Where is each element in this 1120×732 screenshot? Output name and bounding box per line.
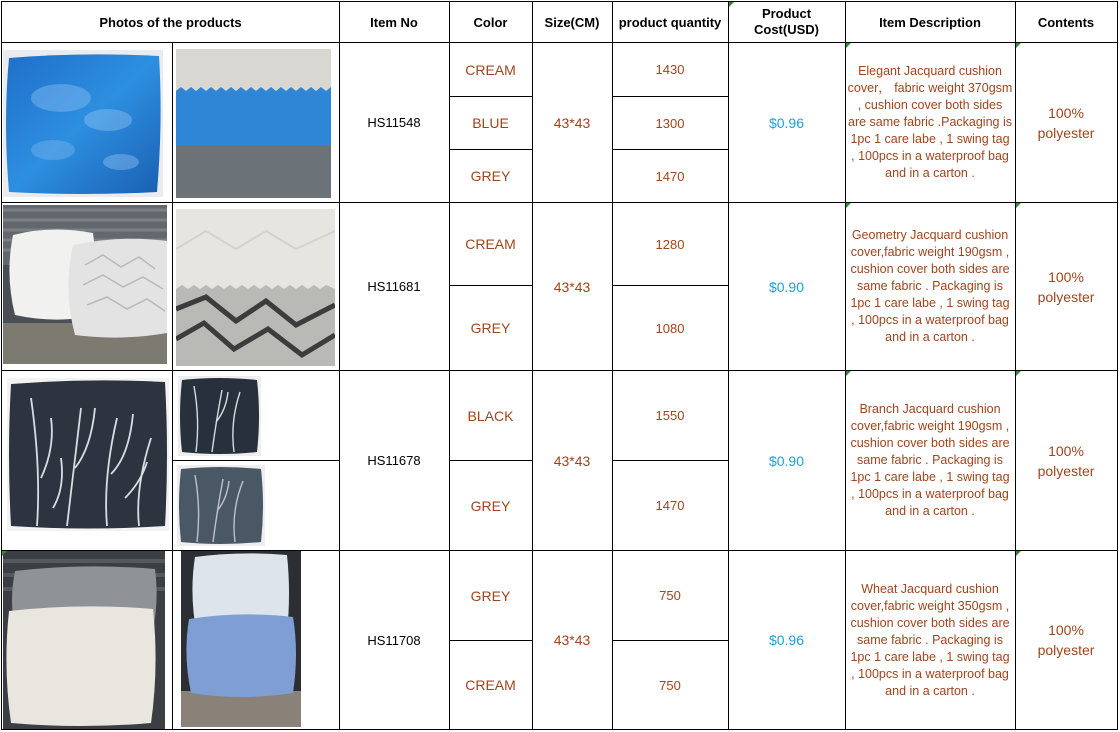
cell-marker [729,2,734,7]
color-cell: GREY [470,587,511,604]
cost-cell: $0.96 [768,114,805,131]
grid-line [449,149,532,150]
grid-line [612,640,728,641]
grid-line [612,149,728,150]
grid-line [1,42,1118,43]
cell-marker [846,371,851,376]
product-photo-hs11708-set [181,551,301,727]
grid-line [1,1,2,730]
size-cell: 43*43 [553,452,591,469]
cost-cell: $0.96 [768,632,805,648]
grid-line [1117,1,1118,730]
grid-line [449,460,532,461]
grid-line [1,729,1118,730]
grid-line [728,1,729,730]
header-photos: Photos of the products [99,14,242,30]
cost-cell: $0.90 [768,452,805,469]
cost-cell: $0.90 [768,278,805,295]
description-cell: Elegant Jacquard cushion cover， fabric weight 370gsm , cushion cover both sides are same fabric .Packaging is 1pc 1 care labe , 1 swing tag , 100pcs in a waterproof bag and in a carton . [847,64,1013,180]
quantity-cell: 1080 [655,320,685,336]
grid-line [449,1,450,730]
quantity-cell: 1430 [655,62,685,77]
item-no-hs11678: HS11678 [367,453,421,468]
color-cell: BLUE [472,115,509,131]
grid-line [1,202,1118,203]
product-photo-hs11681-cushions [3,205,167,364]
grid-line [612,1,613,730]
size-cell: 43*43 [553,278,591,295]
grid-line [339,1,340,730]
fabric-swatch-hs11678-black [178,376,261,456]
grid-line [1,550,1118,551]
fabric-swatch-hs11678-grey [177,465,265,546]
color-cell: CREAM [465,677,516,693]
grid-line [612,285,728,286]
grid-line [172,460,339,461]
header-quantity: product quantity [618,14,722,30]
color-cell: CREAM [465,61,516,78]
header-item-no: Item No [370,14,418,30]
description-cell: Geometry Jacquard cushion cover,fabric weight 190gsm , cushion cover both sides are same fabric . Packaging is 1pc 1 care labe , 1 swing tag , 100pcs in a waterproof bag and in a carton . [850,228,1010,344]
product-photo-hs11678-cushion [7,378,169,531]
size-cell: 43*43 [553,114,591,131]
cell-marker [1016,551,1021,556]
quantity-cell: 1550 [655,408,685,423]
grid-line [449,285,532,286]
grid-line [532,1,533,730]
color-cell: GREY [470,320,511,336]
grid-line [172,43,173,729]
size-cell: 43*43 [553,632,591,648]
color-cell: CREAM [465,236,516,252]
header-contents: Contents [1037,14,1095,30]
cell-marker [846,203,851,208]
quantity-cell: 1470 [655,168,685,184]
cell-marker [1016,43,1021,48]
cell-marker [2,551,7,556]
contents-cell: 100% polyester [1037,622,1095,658]
cell-marker [1016,371,1021,376]
quantity-cell: 1280 [655,236,685,252]
header-color: Color [473,14,508,30]
grid-line [1,370,1118,371]
description-cell: Wheat Jacquard cushion cover,fabric weight 350gsm , cushion cover both sides are same fabric . Packaging is 1pc 1 care labe , 1 swing tag , 100pcs in a waterproof bag and in a carton . [850,581,1010,698]
item-no-hs11708: HS11708 [367,632,421,648]
cell-marker [1016,203,1021,208]
quantity-cell: 750 [659,588,681,603]
grid-line [612,96,728,97]
fabric-swatch-hs11681 [176,209,335,366]
cell-marker [846,43,851,48]
grid-line [1,1,1118,2]
contents-cell: 100% polyester [1037,442,1095,479]
product-photo-hs11708-cushions [3,551,165,729]
header-cost: Product Cost(USD) [754,6,819,37]
contents-cell: 100% polyester [1037,104,1095,141]
color-cell: GREY [470,497,511,514]
quantity-cell: 1300 [655,115,685,131]
item-no-hs11548: HS11548 [367,115,421,130]
header-description: Item Description [879,14,981,30]
header-size: Size(CM) [544,14,600,30]
item-no-hs11681: HS11681 [367,279,421,294]
color-cell: BLACK [467,407,514,424]
contents-cell: 100% polyester [1037,268,1095,305]
quantity-cell: 750 [659,677,681,693]
fabric-swatch-hs11548 [176,49,331,198]
quantity-cell: 1470 [655,498,685,513]
grid-line [449,640,532,641]
grid-line [845,1,846,730]
color-cell: GREY [470,168,511,184]
grid-line [612,460,728,461]
product-photo-hs11548-cushion [3,50,163,197]
grid-line [1015,1,1016,730]
grid-line [449,96,532,97]
description-cell: Branch Jacquard cushion cover,fabric weight 190gsm , cushion cover both sides are same fabric . Packaging is 1pc 1 care labe , 1 swing tag , 100pcs in a waterproof bag and in a carton . [850,402,1010,518]
